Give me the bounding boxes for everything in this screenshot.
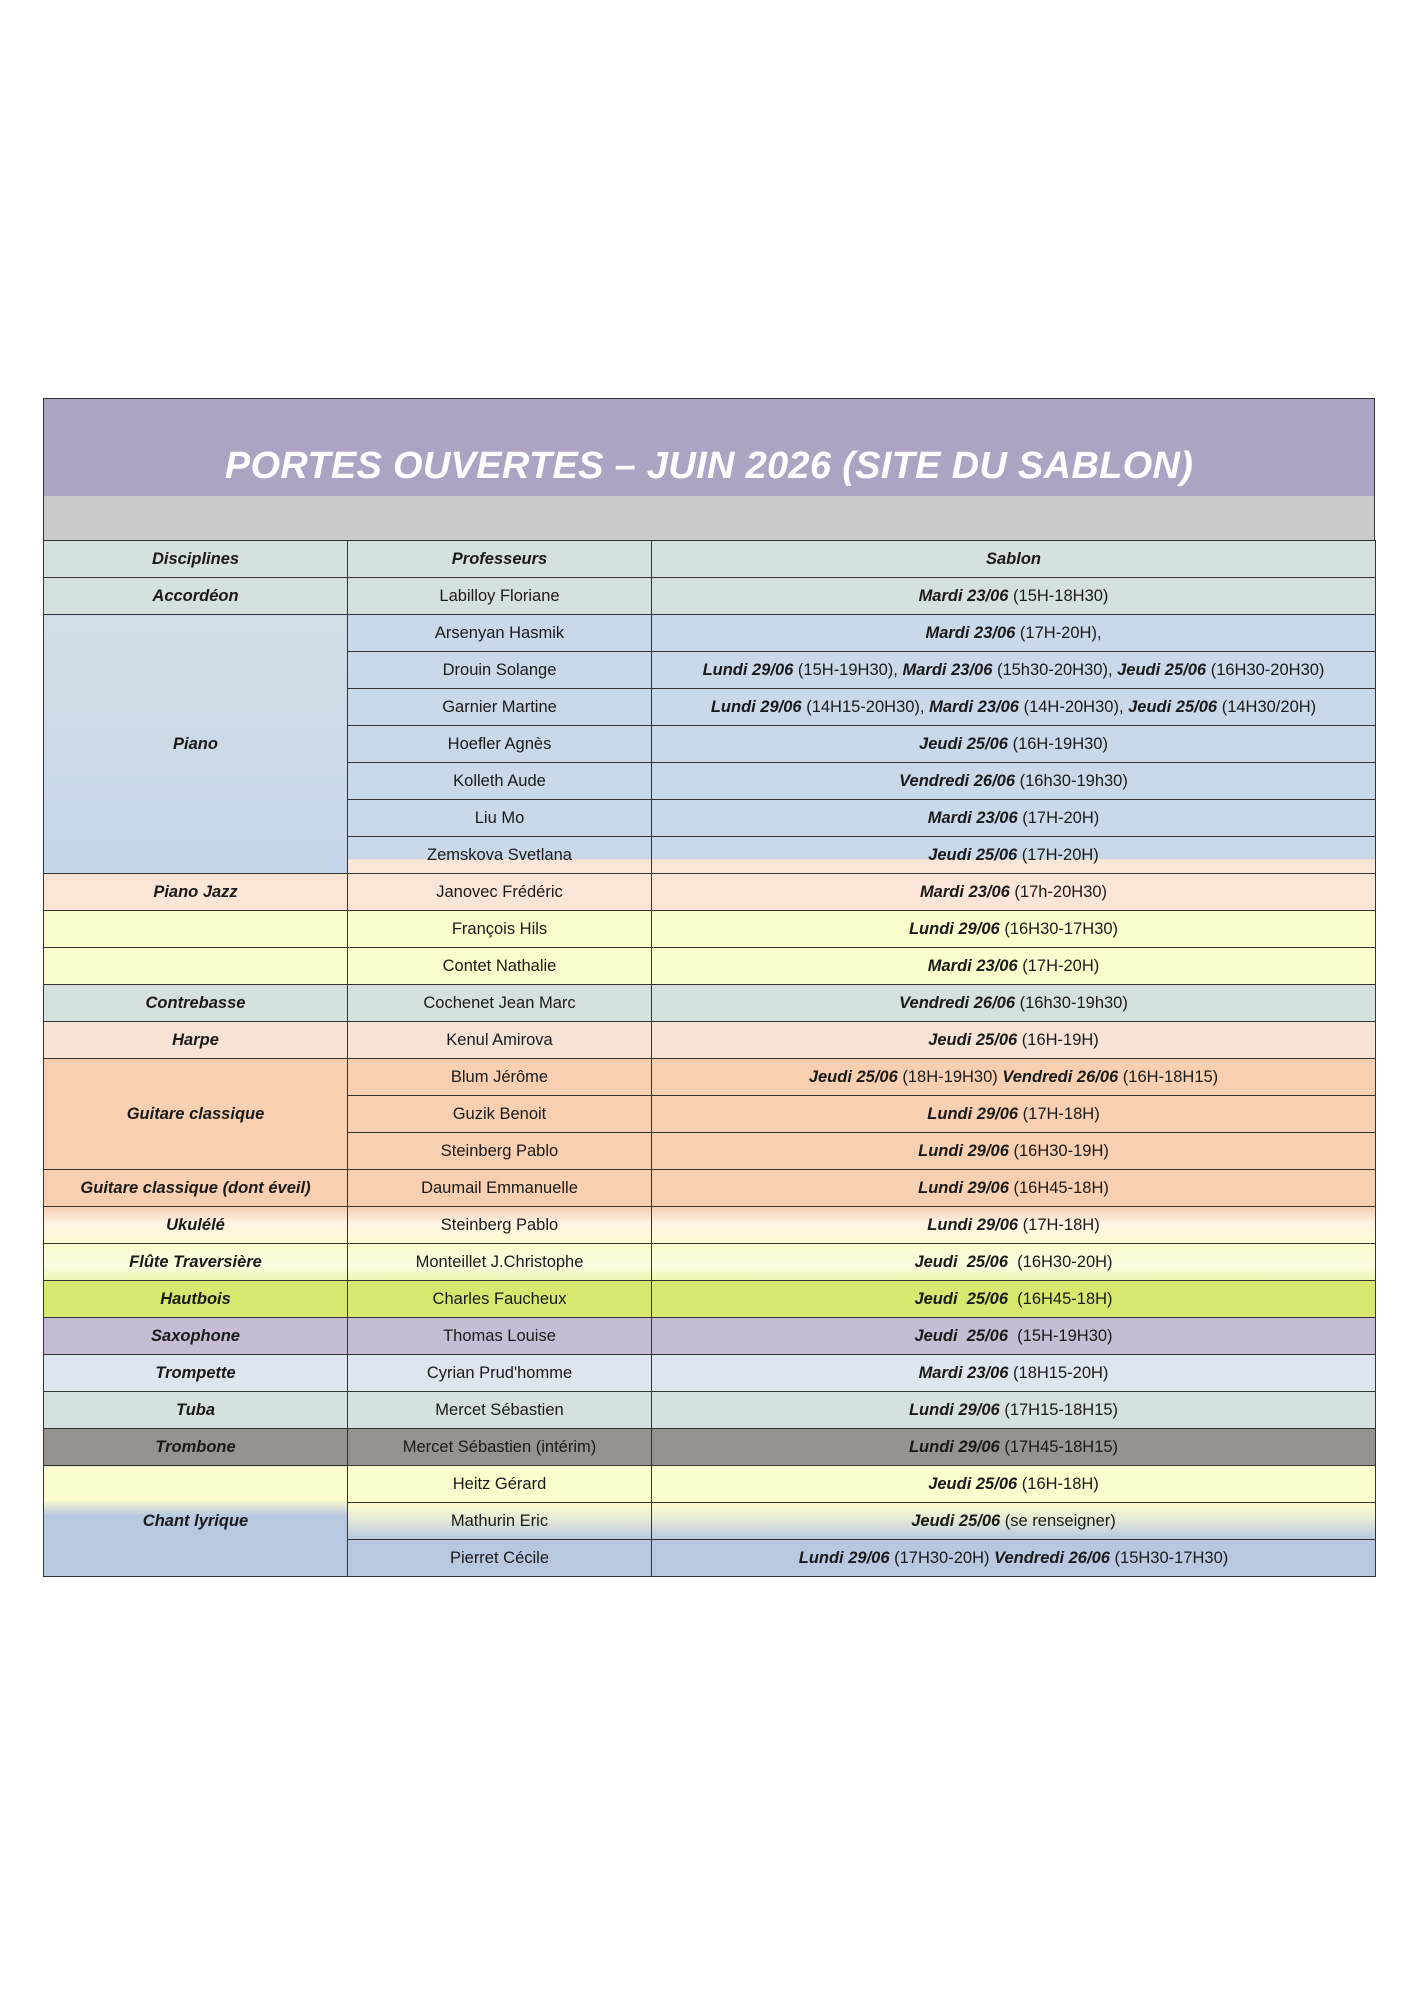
time-range: (16H30-17H30) <box>999 919 1119 938</box>
schedule-cell <box>652 1429 1376 1466</box>
teacher-cell: Kolleth Aude <box>348 763 652 800</box>
teacher-cell: Labilloy Floriane <box>348 578 652 615</box>
table-row <box>44 1170 1376 1207</box>
time-range: (17H-20H) <box>1017 845 1099 864</box>
time-range: (17H-20H) <box>1017 956 1100 975</box>
discipline-cell: Hautbois <box>44 1281 348 1318</box>
grey-spacer-band <box>43 496 1375 540</box>
time-range: (16H30-19H) <box>1008 1141 1109 1160</box>
time-range: (15H-19H30) <box>1008 1326 1113 1345</box>
day-label: Jeudi 25/06 <box>919 734 1008 753</box>
page-title: PORTES OUVERTES – JUIN 2026 (SITE DU SABLON) <box>224 445 1194 488</box>
teacher-cell: Kenul Amirova <box>348 1022 652 1059</box>
table-row <box>44 1281 1376 1318</box>
schedule-cell <box>652 1392 1376 1429</box>
table-row <box>44 911 1376 948</box>
day-label: Jeudi 25/06 <box>928 1030 1018 1049</box>
teacher-cell: Steinberg Pablo <box>348 1133 652 1170</box>
teacher-cell: Janovec Frédéric <box>348 874 652 911</box>
discipline-cell: Harpe <box>44 1022 348 1059</box>
time-range: (16H30-20H) <box>1008 1252 1113 1271</box>
teacher-cell: Arsenyan Hasmik <box>348 615 652 652</box>
time-range: (14H15-20H30), <box>801 697 930 716</box>
day-label: Jeudi 25/06 <box>928 1474 1018 1493</box>
schedule-cell <box>652 1318 1376 1355</box>
time-range: (16h30-19h30) <box>1015 993 1128 1012</box>
day-label: Jeudi 25/06 <box>1117 660 1207 679</box>
table-row <box>44 1059 1376 1096</box>
day-label: Lundi 29/06 <box>702 660 794 679</box>
schedule-cell <box>652 1059 1376 1096</box>
day-label: Lundi 29/06 <box>927 1104 1019 1123</box>
discipline-cell: Guitare classique <box>44 1059 348 1170</box>
teacher-cell: Cyrian Prud'homme <box>348 1355 652 1392</box>
time-range: (14H30/20H) <box>1217 697 1317 716</box>
header-row <box>44 541 1376 578</box>
discipline-cell: Chant lyrique <box>44 1466 348 1577</box>
schedule-cell <box>652 1133 1376 1170</box>
teacher-cell: Zemskova Svetlana <box>348 837 652 874</box>
day-label: Lundi 29/06 <box>918 1178 1009 1197</box>
time-range: (14H-20H30), <box>1018 697 1129 716</box>
day-label: Mardi 23/06 <box>902 660 993 679</box>
discipline-cell: Ukulélé <box>44 1207 348 1244</box>
header-sablon: Sablon <box>652 541 1376 578</box>
schedule-cell <box>652 615 1376 652</box>
teacher-cell: Cochenet Jean Marc <box>348 985 652 1022</box>
time-range: (17H-20H), <box>1015 623 1102 642</box>
day-label: Lundi 29/06 <box>908 1400 1000 1419</box>
day-label: Jeudi 25/06 <box>928 845 1018 864</box>
schedule-cell <box>652 1540 1376 1577</box>
time-range: (15H30-17H30) <box>1109 1548 1229 1567</box>
schedule-cell <box>652 1281 1376 1318</box>
discipline-cell: Tuba <box>44 1392 348 1429</box>
time-range: (16H45-18H) <box>1008 1289 1113 1308</box>
schedule-sheet <box>43 398 1375 1577</box>
day-label: Lundi 29/06 <box>918 1141 1009 1160</box>
table-row <box>44 578 1376 615</box>
teacher-cell: Monteillet J.Christophe <box>348 1244 652 1281</box>
schedule-cell <box>652 1503 1376 1540</box>
schedule-cell <box>652 1096 1376 1133</box>
schedule-cell <box>652 763 1376 800</box>
schedule-table <box>43 540 1376 1577</box>
discipline-cell <box>44 911 348 948</box>
day-label: Jeudi 25/06 <box>808 1067 898 1086</box>
schedule-cell <box>652 578 1376 615</box>
day-label: Jeudi 25/06 <box>1128 697 1218 716</box>
schedule-cell <box>652 652 1376 689</box>
time-range: (18H-19H30) <box>897 1067 1003 1086</box>
day-label: Mardi 23/06 <box>929 697 1019 716</box>
teacher-cell: Pierret Cécile <box>348 1540 652 1577</box>
day-label: Jeudi 25/06 <box>914 1289 1008 1308</box>
day-label: Lundi 29/06 <box>927 1215 1019 1234</box>
schedule-cell <box>652 689 1376 726</box>
schedule-cell <box>652 1466 1376 1503</box>
table-row <box>44 1022 1376 1059</box>
teacher-cell: Heitz Gérard <box>348 1466 652 1503</box>
time-range: (17h-20H30) <box>1009 882 1108 901</box>
schedule-cell <box>652 985 1376 1022</box>
header-professeurs: Professeurs <box>348 541 652 578</box>
table-row <box>44 985 1376 1022</box>
day-label: Mardi 23/06 <box>918 1363 1009 1382</box>
time-range: (18H15-20H) <box>1008 1363 1109 1382</box>
time-range: (16H-18H15) <box>1118 1067 1219 1086</box>
day-label: Mardi 23/06 <box>925 623 1016 642</box>
day-label: Jeudi 25/06 <box>914 1252 1008 1271</box>
teacher-cell: Drouin Solange <box>348 652 652 689</box>
time-range: (16H-18H) <box>1017 1474 1099 1493</box>
schedule-cell <box>652 1207 1376 1244</box>
teacher-cell: Daumail Emmanuelle <box>348 1170 652 1207</box>
time-range: (16H-19H) <box>1017 1030 1099 1049</box>
time-range: (17H-20H) <box>1017 808 1100 827</box>
table-row <box>44 874 1376 911</box>
discipline-cell <box>44 948 348 985</box>
day-label: Jeudi 25/06 <box>914 1326 1008 1345</box>
table-row <box>44 1429 1376 1466</box>
teacher-cell: Charles Faucheux <box>348 1281 652 1318</box>
discipline-cell: Flûte Traversière <box>44 1244 348 1281</box>
time-range: (16H-19H30) <box>1008 734 1108 753</box>
schedule-cell <box>652 726 1376 763</box>
time-range: (16H45-18H) <box>1008 1178 1109 1197</box>
schedule-cell <box>652 911 1376 948</box>
teacher-cell: Thomas Louise <box>348 1318 652 1355</box>
header-disciplines: Disciplines <box>44 541 348 578</box>
day-label: Vendredi 26/06 <box>1002 1067 1119 1086</box>
discipline-cell: Saxophone <box>44 1318 348 1355</box>
day-label: Vendredi 26/06 <box>899 993 1016 1012</box>
teacher-cell: Steinberg Pablo <box>348 1207 652 1244</box>
day-label: Mardi 23/06 <box>918 586 1009 605</box>
table-row <box>44 1392 1376 1429</box>
day-label: Mardi 23/06 <box>927 956 1018 975</box>
table-row <box>44 1318 1376 1355</box>
time-range: (15h30-20H30), <box>992 660 1118 679</box>
discipline-cell: Piano <box>44 615 348 874</box>
discipline-cell: Contrebasse <box>44 985 348 1022</box>
teacher-cell: François Hils <box>348 911 652 948</box>
title-band <box>43 398 1375 496</box>
day-label: Lundi 29/06 <box>908 1437 1000 1456</box>
teacher-cell: Contet Nathalie <box>348 948 652 985</box>
table-row <box>44 1355 1376 1392</box>
schedule-cell <box>652 800 1376 837</box>
time-range: (16h30-19h30) <box>1015 771 1128 790</box>
time-range: (15H-18H30) <box>1008 586 1109 605</box>
schedule-cell <box>652 1022 1376 1059</box>
day-label: Mardi 23/06 <box>919 882 1010 901</box>
teacher-cell: Guzik Benoit <box>348 1096 652 1133</box>
day-label: Lundi 29/06 <box>908 919 1000 938</box>
schedule-cell <box>652 1170 1376 1207</box>
discipline-cell: Piano Jazz <box>44 874 348 911</box>
teacher-cell: Garnier Martine <box>348 689 652 726</box>
teacher-cell: Mercet Sébastien (intérim) <box>348 1429 652 1466</box>
time-range: (17H30-20H) <box>889 1548 995 1567</box>
teacher-cell: Blum Jérôme <box>348 1059 652 1096</box>
schedule-cell <box>652 874 1376 911</box>
schedule-cell <box>652 1355 1376 1392</box>
teacher-cell: Hoefler Agnès <box>348 726 652 763</box>
time-range: (15H-19H30), <box>793 660 903 679</box>
teacher-cell: Liu Mo <box>348 800 652 837</box>
day-label: Lundi 29/06 <box>710 697 802 716</box>
discipline-cell: Accordéon <box>44 578 348 615</box>
day-label: Vendredi 26/06 <box>899 771 1016 790</box>
time-range: (17H-18H) <box>1018 1215 1100 1234</box>
discipline-cell: Guitare classique (dont éveil) <box>44 1170 348 1207</box>
teacher-cell: Mercet Sébastien <box>348 1392 652 1429</box>
table-row <box>44 1207 1376 1244</box>
day-label: Vendredi 26/06 <box>994 1548 1110 1567</box>
day-label: Jeudi 25/06 <box>911 1511 1001 1530</box>
table-row <box>44 1466 1376 1503</box>
time-range: (17H15-18H15) <box>999 1400 1119 1419</box>
table-row <box>44 948 1376 985</box>
discipline-cell: Trompette <box>44 1355 348 1392</box>
time-range: (se renseigner) <box>1000 1511 1116 1530</box>
day-label: Lundi 29/06 <box>798 1548 890 1567</box>
time-range: (17H-18H) <box>1018 1104 1100 1123</box>
time-range: (17H45-18H15) <box>999 1437 1119 1456</box>
discipline-cell: Trombone <box>44 1429 348 1466</box>
schedule-cell <box>652 948 1376 985</box>
time-range: (16H30-20H30) <box>1206 660 1325 679</box>
teacher-cell: Mathurin Eric <box>348 1503 652 1540</box>
schedule-cell <box>652 837 1376 874</box>
day-label: Mardi 23/06 <box>927 808 1018 827</box>
table-row <box>44 1244 1376 1281</box>
schedule-cell <box>652 1244 1376 1281</box>
table-row <box>44 615 1376 652</box>
